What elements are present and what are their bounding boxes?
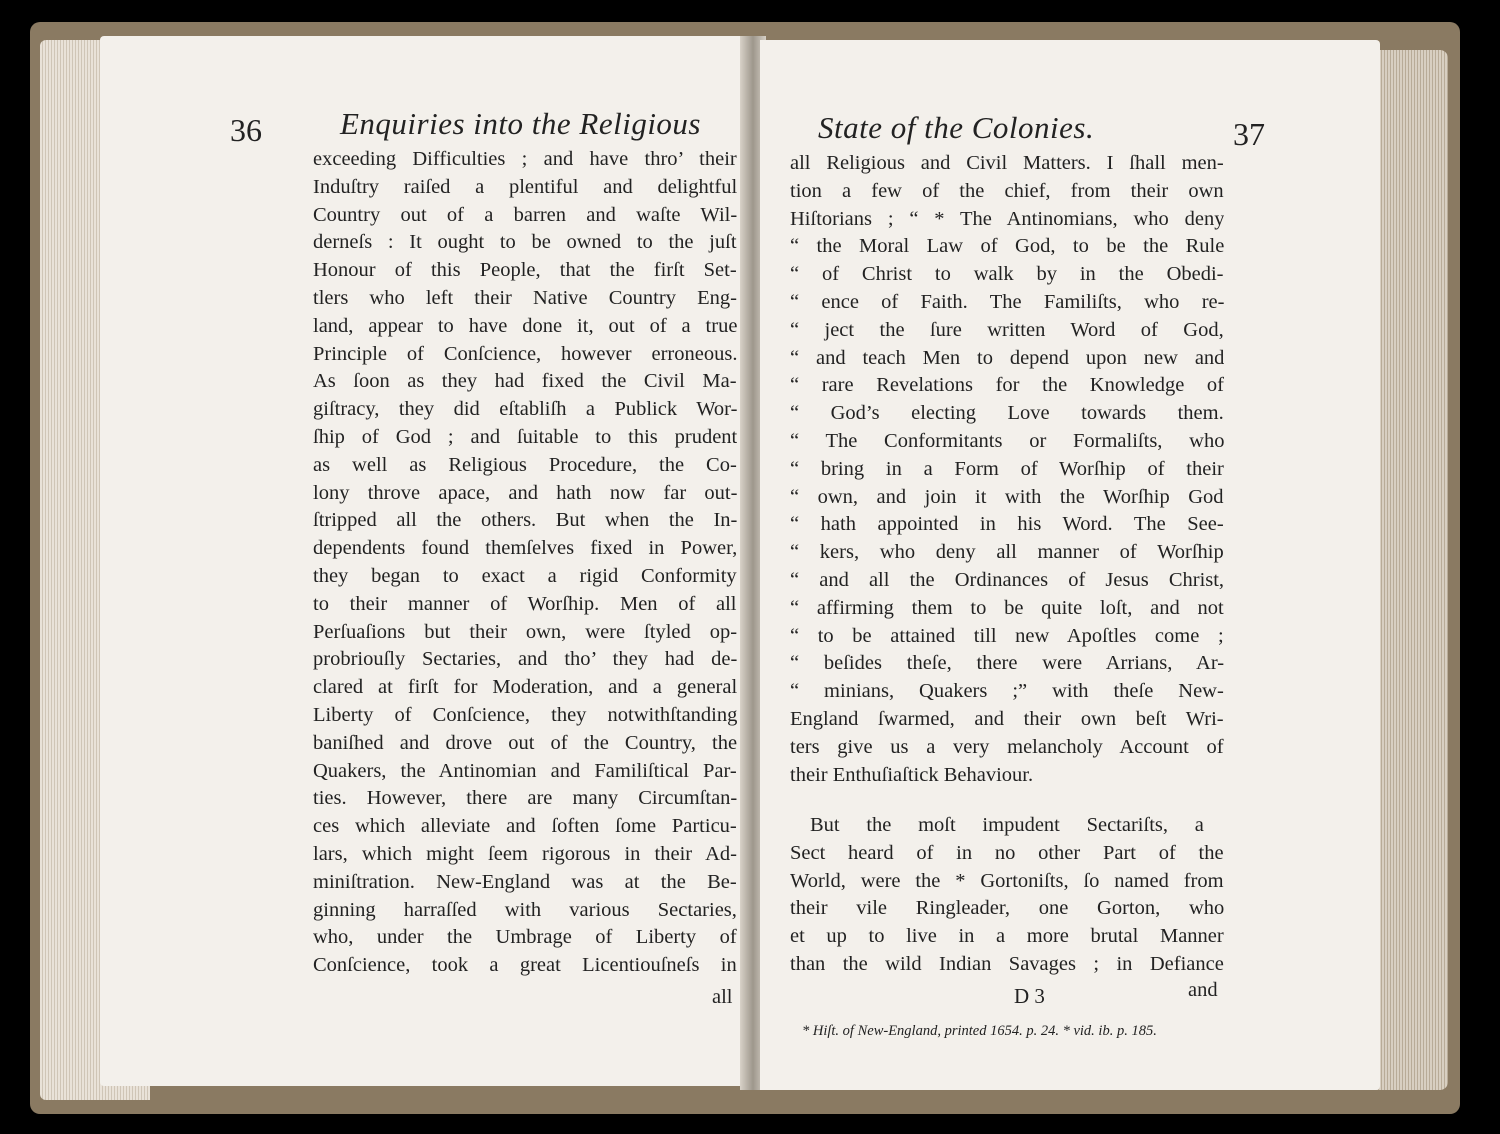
signature-mark: D 3 [1014,984,1045,1008]
running-head-right: State of the Colonies. [818,110,1095,145]
text-line: derneſs : It ought to be owned to the juſt [313,231,737,254]
right-text-column [790,150,1224,789]
text-line: dependents found themſelves fixed in Power, [313,537,737,560]
text-line: all Religious and Civil Matters. I ſhall men- [790,152,1224,174]
text-line: ſtripped all the others. But when the In- [313,509,737,532]
text-line: to their manner of Worſhip. Men of all [313,592,737,615]
text-line: “ hath appointed in his Word. The See- [790,513,1224,536]
text-line: “ God’s electing Love towards them. [790,402,1224,425]
catchword-right: and [1188,979,1218,1001]
text-line: Principle of Conſcience, however erroneous. [313,342,737,365]
page-number-left: 36 [230,112,262,148]
text-line: their vile Ringleader, one Gorton, who [790,897,1224,920]
text-line: lars, which might ſeem rigorous in their Ad- [313,842,737,865]
text-line: “ affirming them to be quite loſt, and not [790,596,1224,619]
text-line: et up to live in a more brutal Manner [790,925,1224,948]
text-line: “ kers, who deny all manner of Worſhip [790,541,1224,564]
text-line: “ the Moral Law of God, to be the Rule [790,235,1224,258]
text-line: giſtracy, they did eſtabliſh a Publick Wor- [313,398,737,421]
text-line: “ of Christ to walk by in the Obedi- [790,263,1224,286]
text-line: Liberty of Conſcience, they notwithſtanding [313,703,737,726]
text-line: Country out of a barren and waſte Wil- [313,203,737,226]
text-line: “ and teach Men to depend upon new and [790,346,1224,369]
text-line: exceeding Difficulties ; and have thro’ their [313,148,737,170]
text-line: ties. However, there are many Circumſtan- [313,787,737,810]
text-line: their Enthuſiaſtick Behaviour. [790,763,1034,786]
text-line: tlers who left their Native Country Eng- [313,286,737,309]
right-text-column-2 [790,812,1224,979]
text-line: “ ence of Faith. The Familiſts, who re- [790,290,1224,313]
text-line: World, were the * Gortoniſts, ſo named from [790,869,1224,892]
right-page-edges [1370,50,1448,1090]
text-line: ces which alleviate and ſoften ſome Particu- [313,815,737,838]
text-line: Honour of this People, that the firſt Set- [313,259,737,282]
text-line: Induſtry raiſed a plentiful and delightful [313,175,737,198]
text-line: “ rare Revelations for the Knowledge of [790,374,1224,397]
text-line: lony throve apace, and hath now far out- [313,481,737,504]
text-line: As ſoon as they had fixed the Civil Ma- [313,370,737,393]
text-line: ters give us a very melancholy Account of [790,735,1224,758]
text-line: Hiſtorians ; “ * The Antinomians, who deny [790,207,1224,230]
catchword-left: all [712,986,733,1008]
left-text-column [313,146,737,980]
text-line: Sect heard of in no other Part of the [790,841,1224,864]
text-line: Conſcience, took a great Licentiouſneſs in [313,954,737,977]
text-line: probriouſly Sectaries, and tho’ they had de- [313,648,737,671]
text-line: baniſhed and drove out of the Country, the [313,731,737,754]
text-line: Perſuaſions but their own, were ſtyled op- [313,620,737,643]
text-line: clared at firſt for Moderation, and a general [313,676,737,699]
text-line: ginning harraſſed with various Sectaries, [313,898,737,921]
text-line: England ſwarmed, and their own beſt Wri- [790,707,1224,730]
text-line: “ and all the Ordinances of Jesus Christ, [790,568,1224,591]
text-line: Quakers, the Antinomian and Familiſtical Par- [313,759,737,782]
running-head-left: Enquiries into the Religious [340,106,701,141]
text-line: ſhip of God ; and ſuitable to this prudent [313,425,737,448]
text-line: than the wild Indian Savages ; in Defiance [790,952,1224,975]
text-line: who, under the Umbrage of Liberty of [313,926,737,949]
text-line: “ minians, Quakers ;” with theſe New- [790,680,1224,703]
text-line: as well as Religious Procedure, the Co- [313,453,737,476]
text-line: they began to exact a rigid Conformity [313,564,737,587]
text-line: “ own, and join it with the Worſhip God [790,485,1224,508]
text-line: “ ject the ſure written Word of God, [790,318,1224,341]
footnote: * Hiſt. of New-England, printed 1654. p. 24. * vid. ib. p. 185. [802,1023,1157,1039]
text-line: miniſtration. New-England was at the Be- [313,870,737,893]
left-page [100,36,748,1086]
page-number-right: 37 [1233,116,1265,152]
text-line: “ The Conformitants or Formaliſts, who [790,429,1224,452]
text-line: “ bring in a Form of Worſhip of their [790,457,1224,480]
right-page [760,40,1380,1090]
text-line: land, appear to have done it, out of a true [313,314,737,337]
text-line: “ to be attained till new Apoſtles come ; [790,624,1224,647]
text-line: But the moſt impudent Sectariſts, a [810,814,1204,836]
text-line: tion a few of the chief, from their own [790,179,1224,202]
text-line: “ beſides theſe, there were Arrians, Ar- [790,652,1224,675]
